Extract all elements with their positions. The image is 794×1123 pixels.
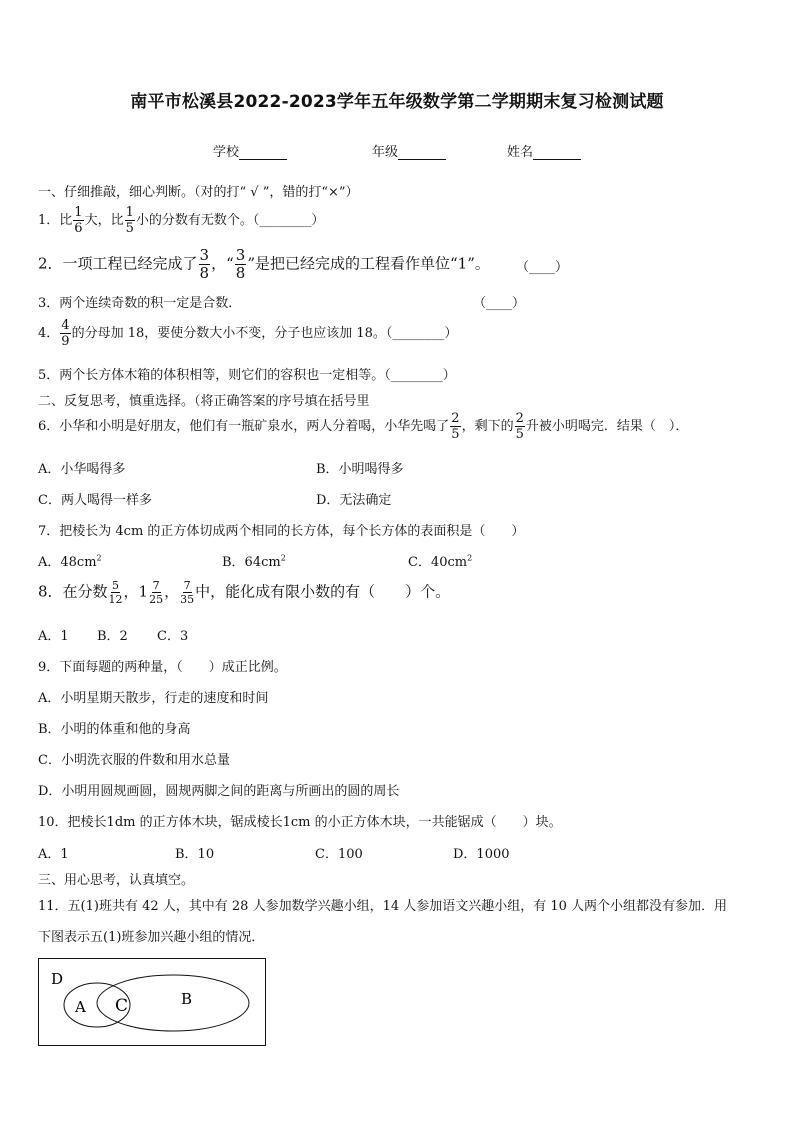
label-d: D — [51, 970, 64, 988]
q7-option-c[interactable]: C．$40cm^2$ — [408, 553, 473, 570]
question-11-line-1: 11．五(1)班共有 42 人，其中有 28 人参加数学兴趣小组，14 人参加语文兴趣小组，有 10 人两个小组都没有参加．用 — [38, 899, 728, 914]
page-title: 南平市松溪县2022-2023学年五年级数学第二学期期末复习检测试题 — [130, 92, 664, 112]
q1-text-a: 1．比 — [38, 213, 73, 228]
q10-option-b[interactable]: B．10 — [175, 847, 215, 862]
question-4 — [38, 319, 457, 348]
venn-svg — [39, 959, 265, 1045]
fraction-1-5: $\frac{1}{5}$ — [125, 205, 134, 236]
fraction-7-25: $\frac{7}{25}$ — [149, 579, 164, 606]
q9-option-b[interactable]: B．小明的体重和他的身高 — [38, 722, 191, 737]
q8-text-b: 中，能化成有限小数的有（ ）个。 — [195, 582, 451, 601]
q3-answer-blank[interactable]: （____） — [473, 296, 526, 311]
fraction-5-12: $\frac{5}{12}$ — [108, 579, 123, 606]
q10-option-c[interactable]: C．100 — [315, 847, 363, 862]
q1-text-b: 大，比 — [84, 213, 124, 228]
name-label: 姓名 — [507, 145, 534, 160]
question-7: 7．把棱长为 4cm 的正方体切成两个相同的长方体，每个长方体的表面积是（ ） — [38, 524, 525, 539]
question-6 — [38, 412, 688, 441]
question-11-line-2: 下图表示五(1)班参加兴趣小组的情况． — [38, 930, 265, 945]
q6-option-a[interactable]: A．小华喝得多 — [38, 462, 126, 477]
section2-heading: 二、反复思考，慎重选择。（将正确答案的序号填在括号里 — [38, 394, 370, 409]
q9-option-d[interactable]: D．小明用圆规画圆，圆规两脚之间的距离与所画出的圆的周长 — [38, 784, 400, 799]
grade-blank[interactable] — [398, 146, 446, 160]
question-5: 5．两个长方体木箱的体积相等，则它们的容积也一定相等。（________） — [38, 368, 456, 383]
school-blank[interactable] — [239, 146, 287, 160]
q9-option-a[interactable]: A．小明星期天散步，行走的速度和时间 — [38, 691, 269, 706]
q6-text-a: 6．小华和小明是好朋友，他们有一瓶矿泉水，两人分着喝，小华先喝了 — [38, 419, 450, 434]
q6-option-b[interactable]: B．小明喝得多 — [316, 462, 404, 477]
label-a: A — [75, 998, 86, 1016]
q6-text-c: 升被小明喝完．结果（ ）． — [525, 419, 689, 434]
q2-text-a: 2．一项工程已经完成了 — [38, 254, 198, 273]
question-3: 3．两个连续奇数的积一定是合数． — [38, 296, 242, 311]
section1-heading: 一、仔细推敲，细心判断。（对的打“ √ ”，错的打“×”） — [38, 185, 359, 200]
q4-text-a: 4． — [38, 326, 60, 341]
question-10: 10．把棱长1dm 的正方体木块，锯成棱长1cm 的小正方体木块，一共能锯成（ ）块。 — [38, 815, 562, 830]
venn-diagram — [38, 958, 266, 1046]
section3-heading: 三、用心思考，认真填空。 — [38, 873, 195, 888]
q6-option-d[interactable]: D．无法确定 — [316, 493, 392, 508]
q10-option-d[interactable]: D．1000 — [453, 847, 510, 862]
name-field[interactable] — [507, 141, 581, 160]
q8-sep-1: ，1 — [123, 582, 149, 601]
label-b: B — [181, 990, 193, 1008]
school-field[interactable] — [213, 141, 287, 160]
q7-option-b[interactable]: B．$64cm^2$ — [222, 553, 286, 570]
q9-option-c[interactable]: C．小明洗衣服的件数和用水总量 — [38, 753, 230, 768]
q1-text-c: 小的分数有无数个。（________） — [135, 213, 325, 228]
question-1 — [38, 206, 324, 235]
q8-option-c[interactable]: C．3 — [157, 629, 189, 644]
fraction-3-8-a: $\frac{3}{8}$ — [199, 246, 210, 282]
grade-label: 年级 — [372, 145, 399, 160]
name-blank[interactable] — [533, 146, 581, 160]
q8-option-a[interactable]: A．1 — [38, 629, 69, 644]
question-9: 9．下面每题的两种量，（ ）成正比例。 — [38, 660, 287, 675]
q6-option-c[interactable]: C．两人喝得一样多 — [38, 493, 152, 508]
question-2 — [38, 248, 490, 281]
fraction-1-6: $\frac{1}{6}$ — [74, 205, 83, 236]
question-8 — [38, 580, 450, 605]
q2-text-b: ，“ — [211, 254, 234, 273]
grade-field[interactable] — [372, 141, 446, 160]
fraction-4-9: $\frac{4}{9}$ — [61, 318, 70, 349]
q7-option-a[interactable]: A．$48cm^2$ — [38, 553, 102, 570]
fraction-3-8-b: $\frac{3}{8}$ — [235, 246, 246, 282]
fraction-7-35: $\frac{7}{35}$ — [180, 579, 195, 606]
q2-text-c: ”是把已经完成的工程看作单位“1”。 — [247, 254, 490, 273]
school-label: 学校 — [213, 145, 240, 160]
fraction-2-5-a: $\frac{2}{5}$ — [451, 411, 460, 442]
q8-option-b[interactable]: B．2 — [97, 629, 128, 644]
label-c: C — [115, 996, 129, 1016]
fraction-2-5-b: $\frac{2}{5}$ — [515, 411, 524, 442]
q10-option-a[interactable]: A．1 — [38, 847, 69, 862]
q6-text-b: ，剩下的 — [461, 419, 514, 434]
q8-sep-2: ， — [164, 582, 180, 601]
q4-text-b: 的分母加 18，要使分数大小不变，分子也应该加 18。（________） — [71, 326, 458, 341]
q8-text-a: 8．在分数 — [38, 582, 108, 601]
q2-answer-blank[interactable]: （____） — [516, 260, 569, 275]
